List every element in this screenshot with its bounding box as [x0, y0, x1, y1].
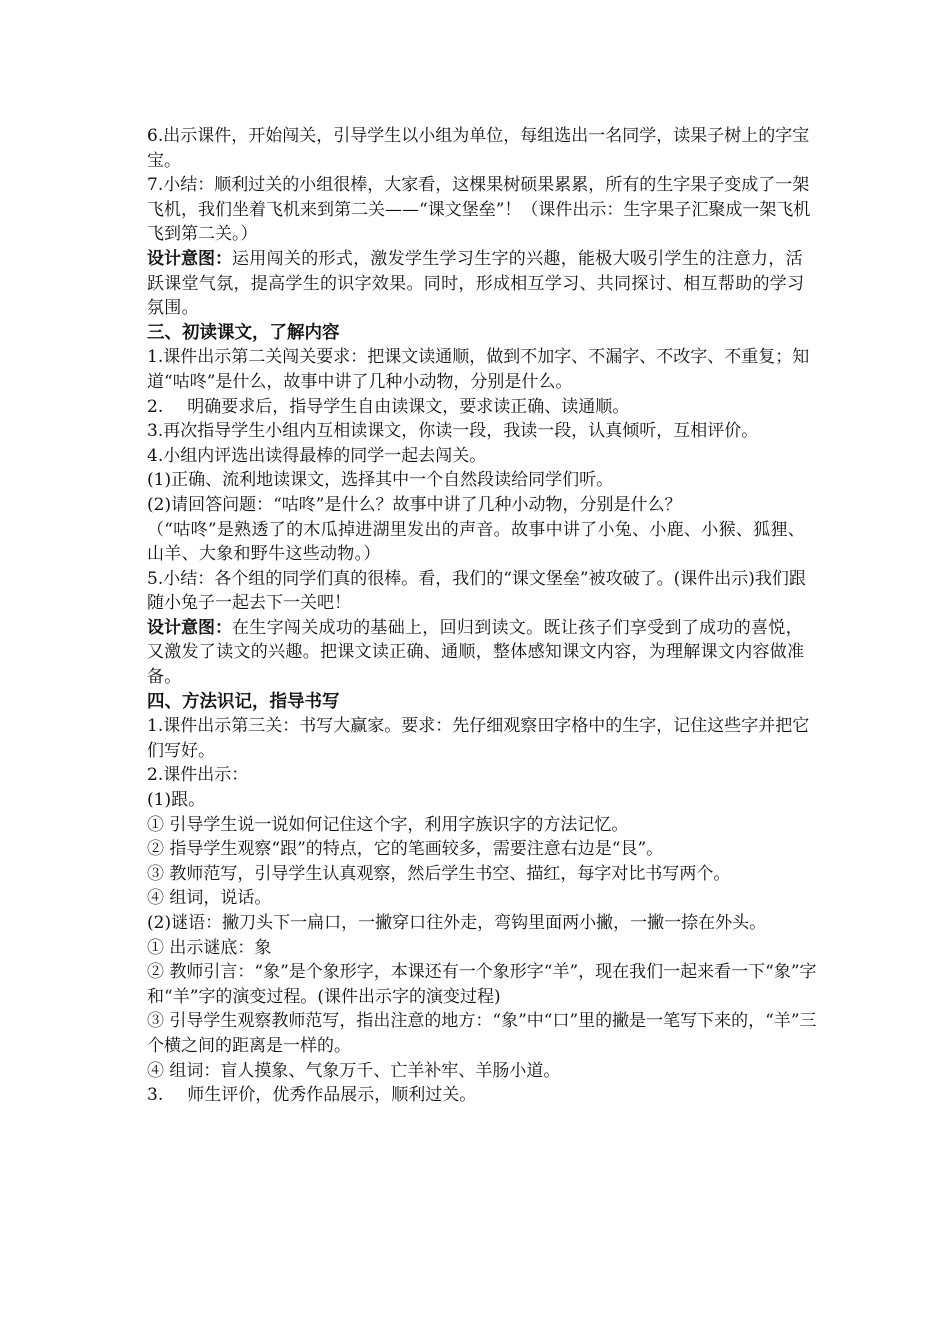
design-intent-text: 在生字闯关成功的基础上，回归到读文。既让孩子们享受到了成功的喜悦，又激发了读文的兴趣。把课文读正确、通顺，整体感知课文内容，为理解课文内容做准备。	[147, 617, 805, 688]
section-3-item-5: 5.小结：各个组的同学们真的很棒。看，我们的“课文堡垒”被攻破了。(课件出示)我们跟随小兔子一起去下一关吧！	[147, 568, 806, 614]
item-text: 师生评价，优秀作品展示，顺利过关。	[187, 1085, 477, 1106]
item-number: 3.	[147, 1085, 164, 1106]
design-intent-1	[147, 247, 817, 321]
section-4-item-2-2-a: ① 出示谜底：象	[147, 937, 272, 958]
paragraph-step-7: 7.小结：顺利过关的小组很棒，大家看，这棵果树硕果累累，所有的生字果子变成了一架飞机，我们坐着飞机来到第二关——“课文堡垒”！（课件出示：生字果子汇聚成一架飞机飞到第二关。）	[147, 175, 811, 245]
section-4-item-2-1-a: ① 引导学生说一说如何记住这个字，利用字族识字的方法记忆。	[147, 814, 629, 835]
section-3-item-4-1: (1)正确、流利地读课文，选择其中一个自然段读给同学们听。	[147, 470, 614, 491]
section-4-item-2-1-c: ③ 教师范写，引导学生认真观察，然后学生书空、描红，每字对比书写两个。	[147, 863, 731, 884]
section-4-item-2: 2.课件出示：	[147, 765, 249, 786]
document-body	[147, 124, 817, 1108]
section-3-item-2	[147, 395, 817, 420]
section-4-item-2-1: (1)跟。	[147, 790, 206, 811]
section-4-item-2-2-c: ③ 引导学生观察教师范写，指出注意的地方：“象”中“口”里的撇是一笔写下来的，“羊”三个横之间的距离是一样的。	[147, 1011, 817, 1056]
section-3-item-1: 1.课件出示第二关闯关要求：把课文读通顺，做到不加字、不漏字、不改字、不重复；知道“咕咚”是什么，故事中讲了几种小动物，分别是什么。	[147, 347, 810, 392]
section-4-item-2-2-b: ② 教师引言：“象”是个象形字，本课还有一个象形字“羊”，现在我们一起来看一下“象”字和“羊”字的演变过程。(课件出示字的演变过程)	[147, 962, 817, 1007]
section-3-item-3: 3.再次指导学生小组内互相读课文，你读一段，我读一段，认真倾听，互相评价。	[147, 421, 759, 442]
section-3-heading: 三、初读课文，了解内容	[147, 322, 340, 343]
section-4-heading: 四、方法识记，指导书写	[147, 691, 340, 712]
section-4-item-2-2: (2)谜语：撇刀头下一扁口，一撇穿口往外走，弯钩里面两小撇，一撇一捺在外头。	[147, 913, 767, 933]
section-3-item-4-2: (2)请回答问题：“咕咚”是什么？故事中讲了几种小动物，分别是什么？	[147, 494, 682, 515]
item-text: 明确要求后，指导学生自由读课文，要求读正确、读通顺。	[187, 396, 630, 417]
design-intent-label: 设计意图：	[147, 248, 232, 269]
item-number: 2.	[147, 396, 164, 417]
section-4-item-2-1-b: ② 指导学生观察“跟”的特点，它的笔画较多，需要注意右边是“艮”。	[147, 839, 664, 860]
section-4-item-2-2-d: ④ 组词：盲人摸象、气象万千、亡羊补牢、羊肠小道。	[147, 1060, 561, 1081]
section-4-item-3	[147, 1083, 817, 1108]
design-intent-2	[147, 616, 817, 690]
design-intent-text: 运用闯关的形式，激发学生学习生字的兴趣，能极大吸引学生的注意力，活跃课堂气氛，提高学生的识字效果。同时，形成相互学习、共同探讨、相互帮助的学习氛围。	[147, 248, 805, 319]
section-4-item-1: 1.课件出示第三关：书写大赢家。要求：先仔细观察田字格中的生字，记住这些字并把它们写好。	[147, 716, 810, 761]
section-3-item-4-2-answer: （“咕咚”是熟透了的木瓜掉进湖里发出的声音。故事中讲了小兔、小鹿、小猴、狐狸、山羊、大象和野牛这些动物。）	[147, 519, 806, 565]
section-4-item-2-1-d: ④ 组词，说话。	[147, 888, 272, 909]
section-3-item-4: 4.小组内评选出读得最棒的同学一起去闯关。	[147, 445, 487, 466]
design-intent-label: 设计意图：	[147, 617, 232, 638]
paragraph-step-6: 6.出示课件，开始闯关，引导学生以小组为单位，每组选出一名同学，读果子树上的字宝宝。	[147, 126, 810, 171]
